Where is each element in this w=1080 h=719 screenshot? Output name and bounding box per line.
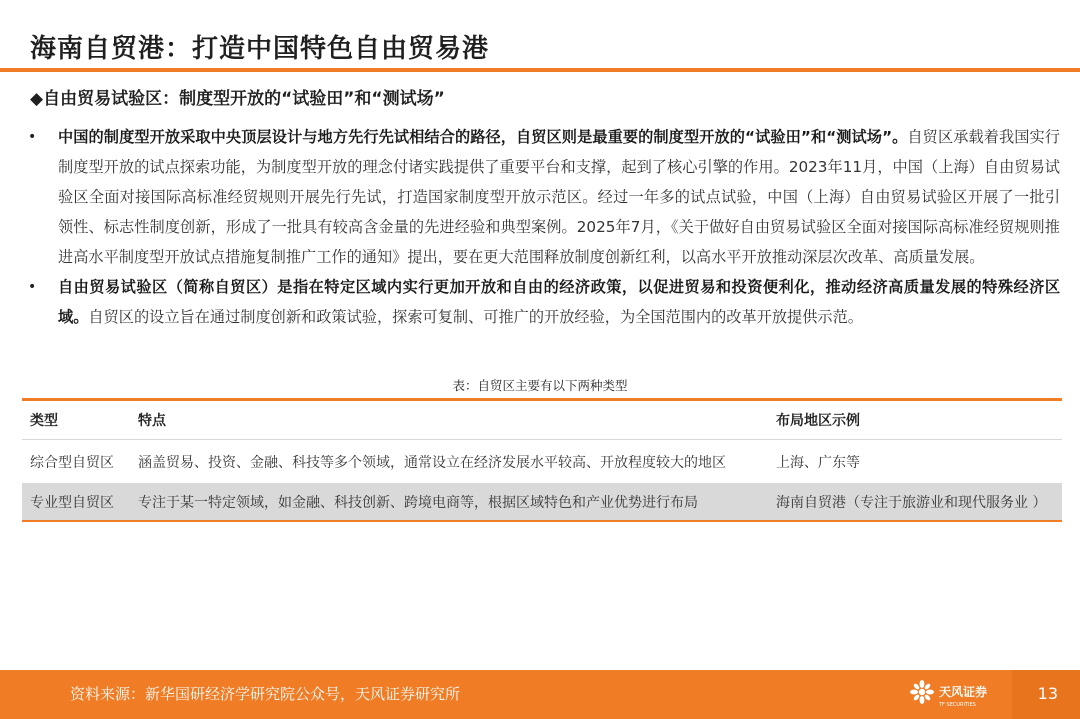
- header-cell-features: 特点: [138, 413, 166, 429]
- free-trade-zone-types-table: [22, 398, 1062, 522]
- page-number: 13: [1037, 684, 1058, 703]
- table-row: [22, 440, 1062, 483]
- table-cell: 综合型自贸区: [30, 454, 114, 471]
- bullet-body: 自贸区承载着我国实行制度型开放的试点探索功能，为制度型开放的理念付诸实践提供了重要平台和支撑，起到了核心引擎的作用。2023年11月，中国（上海）自由贸易试验区全面对接国际高标准经贸规则开展先行先试，打造国家制度型开放示范区。经过一年多的试点试验，中国（上海）自由贸易试验区开展了一批引领性、标志性制度创新，形成了一批具有较高含金量的先进经验和典型案例。2025年7月，《关于做好自由贸易试验区全面对接国际高标准经贸规则推进高水平制度型开放试点措施复制推广工作的通知》提出，要在更大范围释放制度创新红利，以高水平开放推动深层次改革、高质量发展。: [58, 128, 1060, 266]
- logo-subtext: TF SECURITIES: [939, 702, 976, 708]
- section-heading: ◆自由贸易试验区：制度型开放的“试验田”和“测试场”: [30, 89, 445, 109]
- bullet-bold-lead: 自由贸易试验区（简称自贸区）是指在特定区域内实行更加开放和自由的经济政策，以促进贸易和投资便利化，推动经济高质量发展的特殊经济区域。: [58, 278, 1060, 326]
- bullet-list: [24, 122, 1060, 332]
- logo-text: 天风证券: [939, 685, 988, 699]
- bullet-paragraph: [58, 272, 1060, 332]
- bullet-paragraph: [58, 122, 1060, 272]
- bullet-marker: •: [28, 129, 37, 145]
- page-number-box: [1012, 670, 1080, 719]
- tf-securities-logo: [908, 678, 1008, 712]
- table-cell: 专注于某一特定领域，如金融、科技创新、跨境电商等，根据区域特色和产业优势进行布局: [138, 494, 698, 511]
- header-cell-type: 类型: [30, 413, 58, 429]
- table-cell: 海南自贸港（专注于旅游业和现代服务业 ）: [776, 494, 1047, 511]
- bullet-body: 自贸区的设立旨在通过制度创新和政策试验，探索可复制、可推广的开放经验，为全国范围内的改革开放提供示范。: [88, 308, 863, 326]
- table-cell: 涵盖贸易、投资、金融、科技等多个领域，通常设立在经济发展水平较高、开放程度较大的地区: [138, 454, 726, 471]
- page-title: 海南自贸港：打造中国特色自由贸易港: [30, 34, 490, 64]
- bullet-item: [24, 272, 1060, 332]
- table-caption: 表：自贸区主要有以下两种类型: [452, 378, 628, 393]
- footer-bar: [0, 670, 1080, 719]
- table-row: [22, 483, 1062, 522]
- table-header-row: [22, 398, 1062, 440]
- table-cell: 专业型自贸区: [30, 494, 114, 511]
- bullet-bold-lead: 中国的制度型开放采取中央顶层设计与地方先行先试相结合的路径，自贸区则是最重要的制度型开放的“试验田”和“测试场”。: [58, 128, 908, 146]
- bullet-item: [24, 122, 1060, 272]
- header-cell-examples: 布局地区示例: [776, 413, 860, 429]
- bullet-marker: •: [28, 279, 37, 295]
- source-note: 资料来源：新华国研经济学研究院公众号，天风证券研究所: [70, 685, 461, 703]
- logo-mark-icon: [908, 678, 1008, 712]
- table-cell: 上海、广东等: [776, 454, 860, 471]
- title-divider: [0, 68, 1080, 72]
